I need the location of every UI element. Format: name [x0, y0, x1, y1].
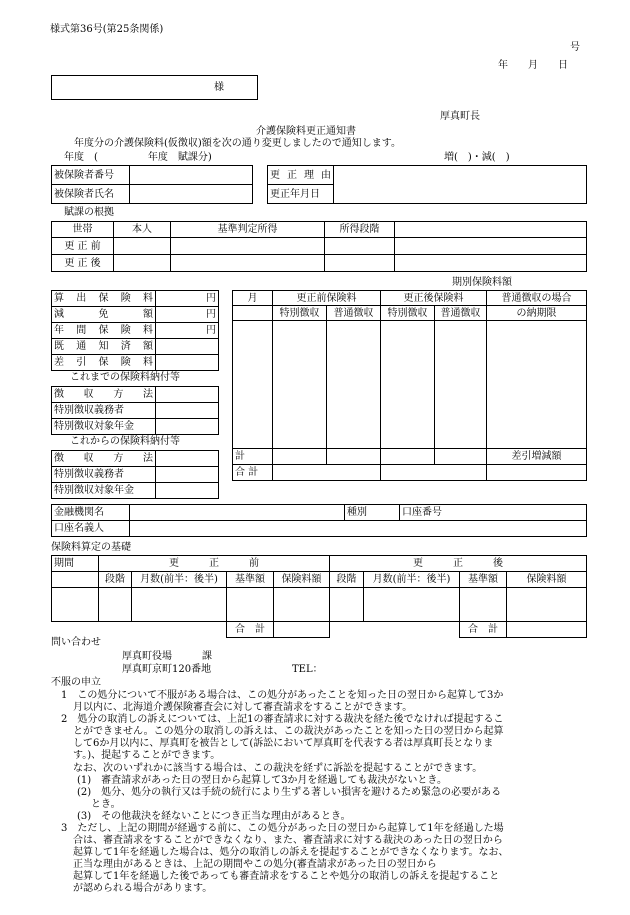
contact-title: 問い合わせ	[51, 637, 101, 648]
after-normal-header: 普通徴収	[435, 306, 487, 321]
objection-line: 3 ただし、上記の期間が経過する前に、この処分があった日の翌日から起算して1年を経過した場	[61, 823, 504, 834]
after-total-label: 合 計	[460, 622, 507, 638]
contact-tel: TEL：	[292, 664, 323, 675]
normal-deadline-header-2: の納期限	[487, 306, 587, 321]
stage-header: 段階	[330, 572, 364, 588]
basis-header-household: 世帯	[52, 222, 114, 238]
objection-line: (2) 処分、処分の執行又は手続の続行により生ずる著しい損害を避けるため緊急の必要がある	[77, 787, 502, 798]
special-pension-label: 特別徴収対象年金	[52, 483, 156, 499]
calc-unit: 円	[156, 307, 219, 323]
insured-info-table	[51, 165, 587, 204]
before-total-label: 合 計	[227, 622, 274, 638]
calc-label: 差 引 保 険 料	[52, 355, 156, 371]
before-normal-header: 普通徴収	[327, 306, 381, 321]
increase-decrease: 増( )・減( )	[444, 152, 510, 163]
objection-line: 月以内に、北海道介護保険審査会に対して審査請求をすることができます。	[73, 702, 413, 713]
calc-label: 算 出 保 険 料	[52, 291, 156, 307]
month-header: 月	[233, 291, 273, 306]
contact-address: 厚真町京町120番地	[122, 664, 212, 675]
after-special-header: 特別徴収	[381, 306, 435, 321]
objection-title: 不服の申立	[51, 677, 101, 688]
after-premium-header: 更正後保険料	[381, 291, 487, 306]
stage-header: 段階	[99, 572, 132, 588]
special-pension-label: 特別徴収対象年金	[52, 419, 156, 435]
payment-method-label: 徴 収 方 法	[52, 387, 156, 403]
objection-line: 2 処分の取消しの訴えについては、上記1の審査請求に対する裁決を経た後でなければ提起するこ	[61, 714, 504, 725]
basis-row-after: 更 正 後	[52, 255, 114, 272]
before-header: 更 正 前	[99, 556, 330, 572]
base-amount-header: 基準額	[227, 572, 274, 588]
issue-date-label: 年 月 日	[498, 60, 568, 71]
objection-line: が認められる場合があります。	[73, 883, 213, 894]
form-number: 様式第36号(第25条関係)	[50, 24, 164, 35]
payment-method-label: 徴 収 方 法	[52, 451, 156, 467]
objection-line: とができません。この処分の取消しの訴えは、この裁決があったことを知った日の翌日から起算	[73, 726, 504, 737]
account-holder-label: 口座名義人	[52, 521, 130, 537]
premium-calc-table	[51, 290, 219, 371]
calc-basis-table	[51, 555, 587, 638]
objection-line: す。)、提起することができます。	[73, 750, 221, 761]
before-premium-header: 更正前保険料	[273, 291, 381, 306]
objection-line: して6か月以内に、厚真町を被告として(訴訟において厚真町を代表する者は厚真町長となりま	[73, 738, 494, 749]
period-header: 期間	[52, 556, 99, 572]
basis-row-before: 更 正 前	[52, 238, 114, 255]
revision-reason-label: 更 正 理 由	[268, 166, 334, 185]
base-amount-header: 基準額	[460, 572, 507, 588]
revision-reason-value	[334, 166, 587, 204]
insured-number-value	[130, 166, 253, 185]
fiscal-year-line: 年度 ( 年度 賦課分)	[64, 152, 212, 163]
normal-deadline-header-1: 普通徴収の場合	[487, 291, 587, 306]
calc-label: 減 免 額	[52, 307, 156, 323]
objection-line: とき。	[91, 799, 121, 810]
addressee-box	[51, 75, 258, 100]
total-label: 合 計	[233, 465, 273, 481]
diff-label: 差引増減額	[487, 449, 587, 465]
addressee-suffix: 様	[214, 82, 224, 93]
document-title: 介護保険料更正通知書	[256, 126, 356, 137]
calc-unit: 円	[156, 291, 219, 307]
revision-date-label: 更正年月日	[268, 185, 334, 204]
basis-header-stage: 所得段階	[325, 222, 395, 238]
account-number-label: 口座番号	[400, 505, 587, 521]
bank-institution-label: 金融機関名	[52, 505, 130, 521]
calc-unit	[156, 339, 219, 355]
calc-unit: 円	[156, 323, 219, 339]
before-special-header: 特別徴収	[273, 306, 327, 321]
intro-text: 年度分の介護保険料(仮徴収)額を次の通り変更しましたので通知します。	[74, 138, 402, 149]
account-type-label: 種別	[345, 505, 400, 521]
issuer: 厚真町長	[440, 111, 480, 122]
calc-label: 既 通 知 済 額	[52, 339, 156, 355]
basis-header-self: 本人	[114, 222, 171, 238]
premium-amount-header: 保険料額	[274, 572, 330, 588]
months-header: 月数(前半：後半)	[132, 572, 227, 588]
basis-title: 賦課の根拠	[64, 207, 114, 218]
bank-table	[51, 504, 587, 537]
after-header: 更 正 後	[330, 556, 587, 572]
objection-line: 正当な理由があるときは、上記の期間やこの処分(審査請求があった日の翌日から	[73, 859, 437, 870]
calc-label: 年 間 保 険 料	[52, 323, 156, 339]
insured-number-label: 被保険者番号	[52, 166, 130, 185]
objection-line: 起算して1年を経過した場合は、処分の取消しの訴えを提起することができなくなります。なお、	[73, 847, 509, 858]
insured-name-label: 被保険者氏名	[52, 185, 130, 204]
objection-line: なお、次のいずれかに該当する場合は、この裁決を経ずに訴訟を提起することができます。	[73, 763, 483, 774]
period-premium-title: 期別保険料額	[452, 277, 512, 288]
special-collector-label: 特別徴収義務者	[52, 467, 156, 483]
calc-unit	[156, 355, 219, 371]
objection-line: 1 この処分について不服がある場合は、この処分があったことを知った日の翌日から起算して3か	[61, 690, 504, 701]
subtotal-label: 計	[233, 449, 273, 465]
past-payment-title: これまでの保険料納付等	[70, 372, 180, 383]
contact-office: 厚真町役場 課	[122, 651, 212, 662]
objection-line: (1) 審査請求があった日の翌日から起算して3か月を経過しても裁決がないとき。	[77, 775, 448, 786]
basis-header-income: 基準判定所得	[171, 222, 325, 238]
objection-line: 合は、審査請求をすることができなくなり、また、審査請求に対する裁決のあった日の翌日から	[73, 835, 503, 846]
future-payment-title: これからの保険料納付等	[70, 436, 180, 447]
special-collector-label: 特別徴収義務者	[52, 403, 156, 419]
calc-basis-title: 保険料算定の基礎	[51, 542, 131, 553]
basis-table	[51, 221, 587, 272]
future-payment-table	[51, 450, 219, 499]
premium-amount-header: 保険料額	[507, 572, 587, 588]
document-number-label: 号	[570, 42, 580, 53]
past-payment-table	[51, 386, 219, 435]
insured-name-value	[130, 185, 253, 204]
objection-line: (3) その他裁決を経ないことにつき正当な理由があるとき。	[77, 811, 351, 822]
period-premium-table	[232, 290, 587, 481]
objection-line: 起算して1年を経過した後であっても審査請求をすることや処分の取消しの訴えを提起すること	[73, 871, 500, 882]
months-header: 月数(前半：後半)	[364, 572, 460, 588]
